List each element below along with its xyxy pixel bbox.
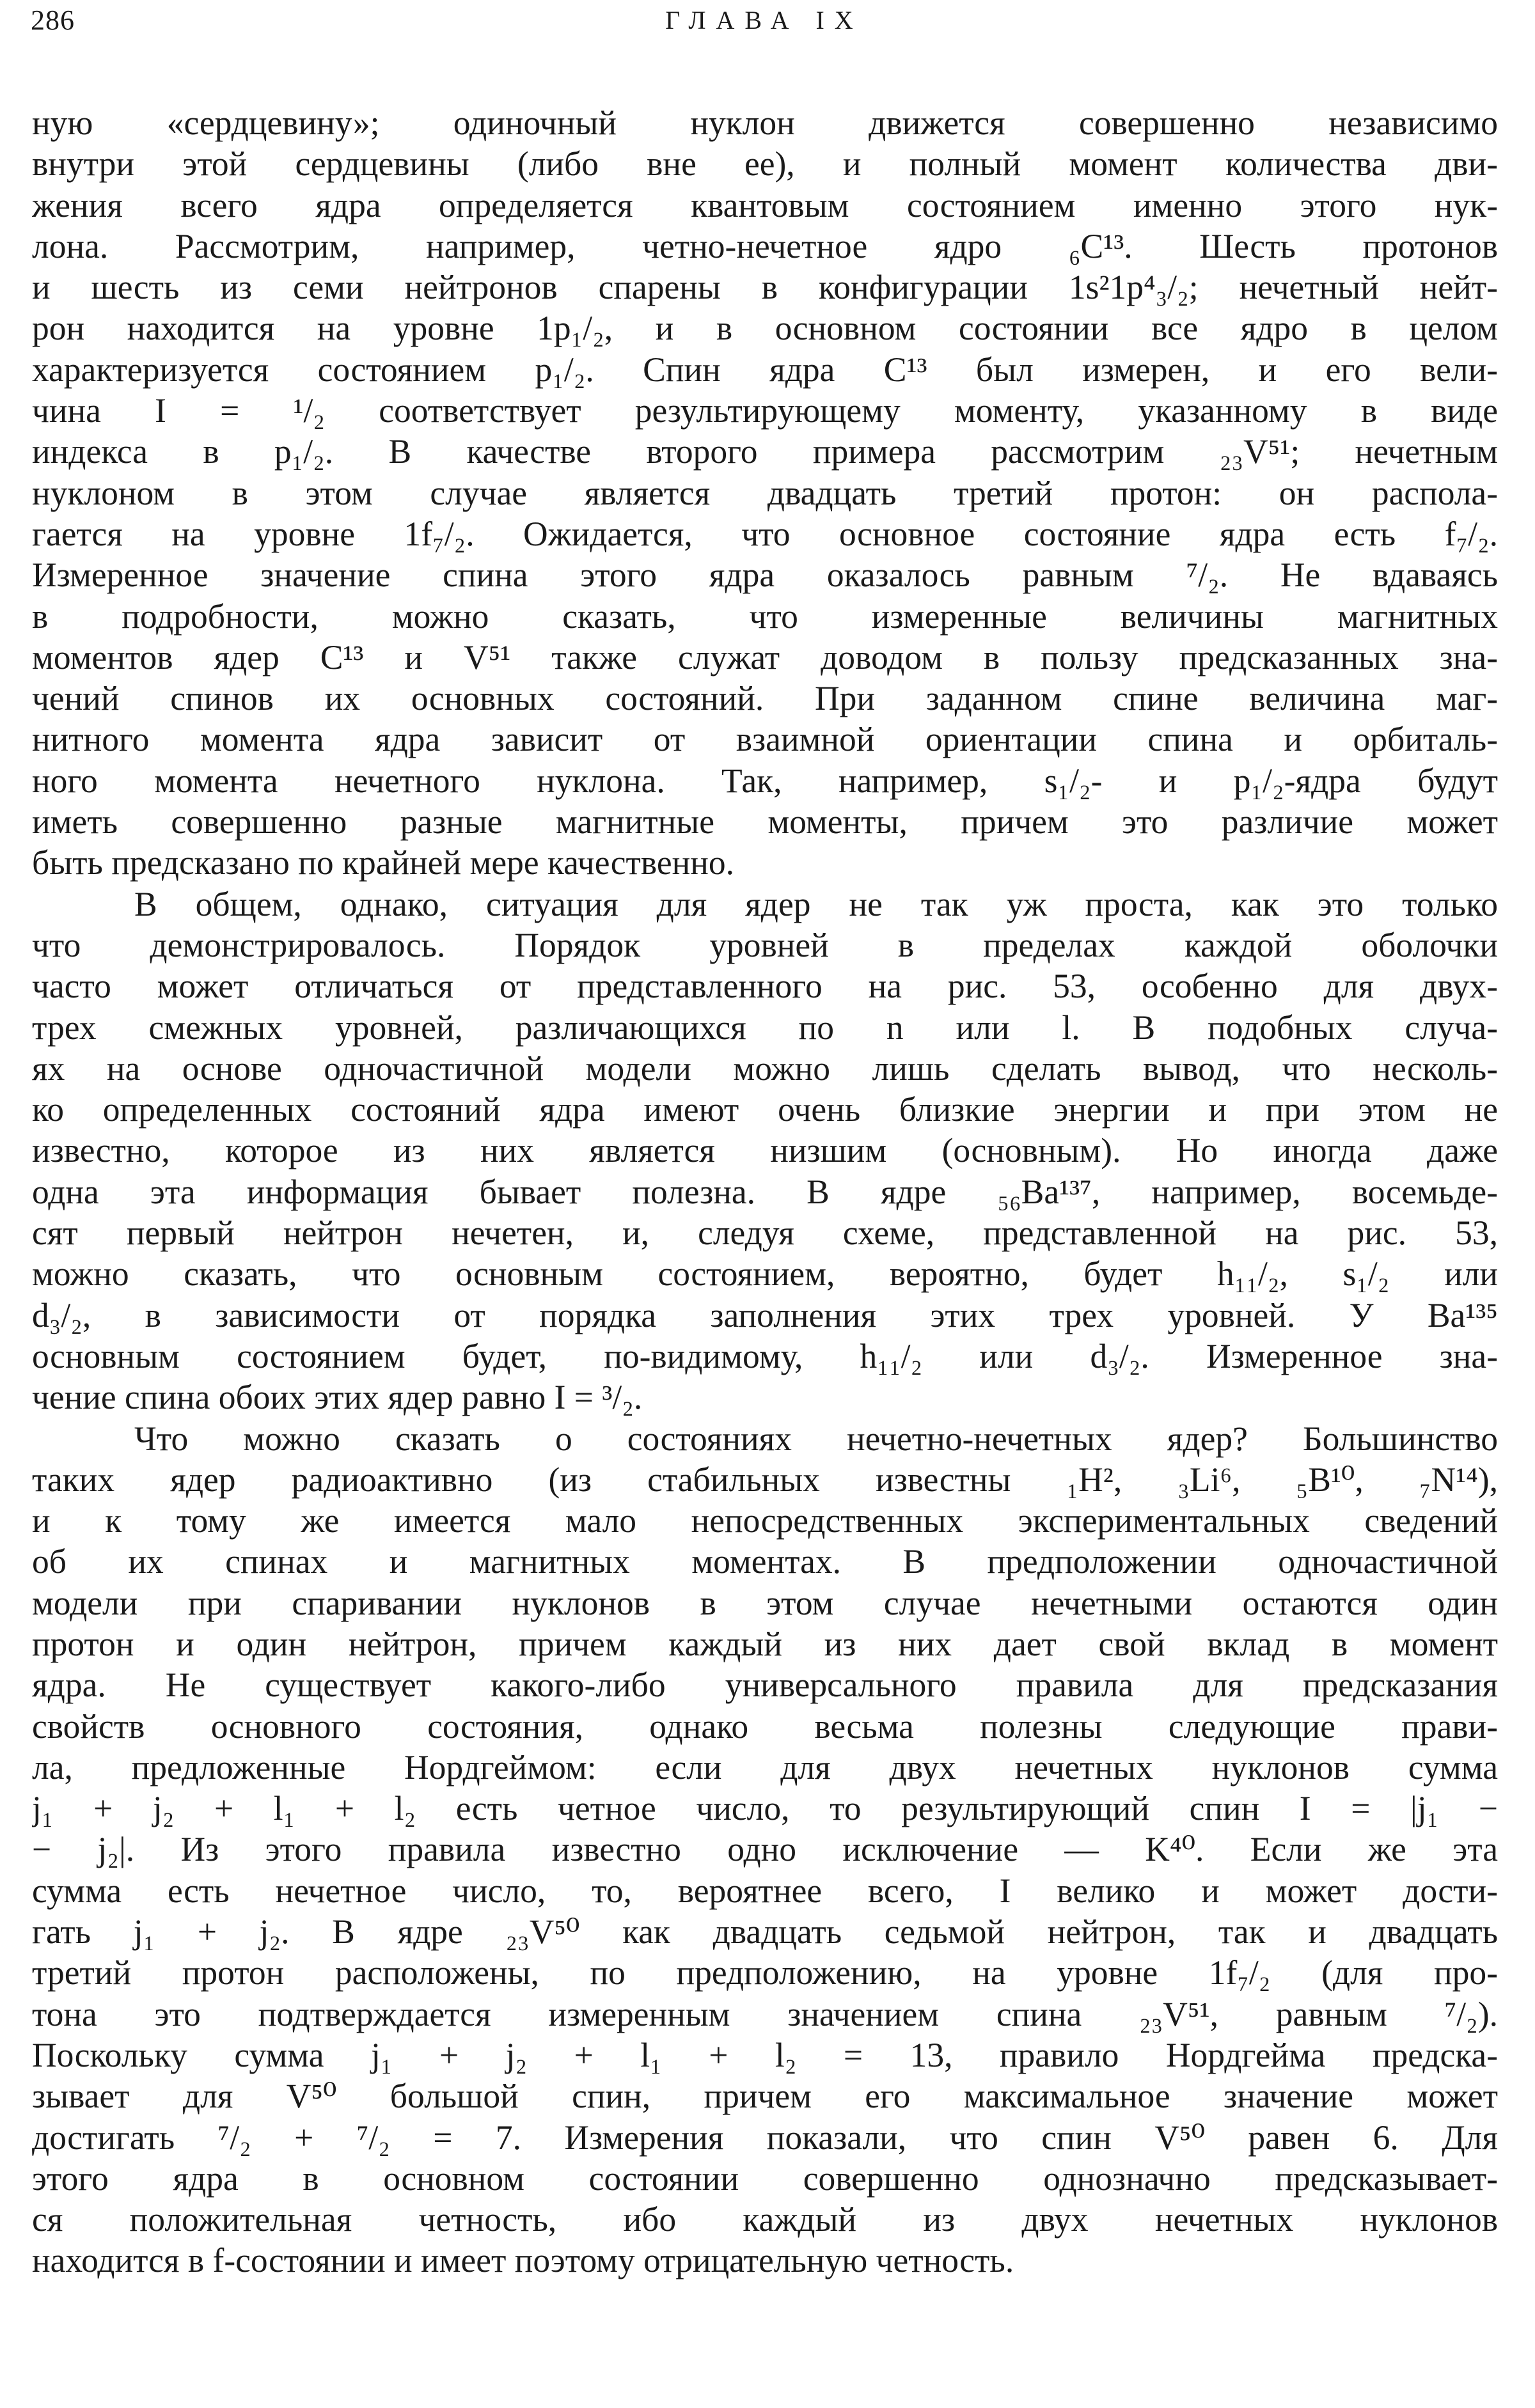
text-line: гается на уровне 1f₇/₂. Ожидается, что основное состояние ядра есть f₇/₂.: [32, 514, 1498, 553]
text-line: d₃/₂, в зависимости от порядка заполнения этих трех уровней. У Ba¹³⁵: [32, 1295, 1498, 1334]
text-line: в подробности, можно сказать, что измеренные величины магнитных: [32, 597, 1498, 636]
text-line: − j₂|. Из этого правила известно одно исключение — K⁴⁰. Если же эта: [32, 1830, 1498, 1869]
text-line: достигать ⁷/₂ + ⁷/₂ = 7. Измерения показали, что спин V⁵⁰ равен 6. Для: [32, 2118, 1498, 2157]
text-line: модели при спаривании нуклонов в этом случае нечетными остаются один: [32, 1583, 1498, 1622]
text-line: основным состоянием будет, по-видимому, h₁₁/₂ или d₃/₂. Измеренное зна-: [32, 1336, 1498, 1375]
text-line: чина I = ¹/₂ соответствует результирующему моменту, указанному в виде: [32, 391, 1498, 430]
text-line: нитного момента ядра зависит от взаимной ориентации спина и орбиталь-: [32, 720, 1498, 759]
text-line: Поскольку сумма j₁ + j₂ + l₁ + l₂ = 13, правило Нордгейма предска-: [32, 2035, 1498, 2074]
text-line: можно сказать, что основным состоянием, вероятно, будет h₁₁/₂, s₁/₂ или: [32, 1255, 1498, 1294]
text-line: что демонстрировалось. Порядок уровней в пределах каждой оболочки: [32, 925, 1498, 964]
text-line: и шесть из семи нейтронов спарены в конфигурации 1s²1p⁴₃/₂; нечетный нейт-: [32, 268, 1498, 307]
text-line: моментов ядер C¹³ и V⁵¹ также служат доводом в пользу предсказанных зна-: [32, 637, 1498, 676]
text-line: сумма есть нечетное число, то, вероятнее всего, I велико и может дости-: [32, 1871, 1498, 1910]
text-line: гать j₁ + j₂. В ядре ₂₃V⁵⁰ как двадцать седьмой нейтрон, так и двадцать: [32, 1912, 1498, 1951]
text-line: часто может отличаться от представленного на рис. 53, особенно для двух-: [32, 967, 1498, 1006]
text-line: жения всего ядра определяется квантовым состоянием именно этого нук-: [32, 185, 1498, 224]
text-line: находится в f-состоянии и имеет поэтому отрицательную четность.: [32, 2241, 1014, 2280]
text-line: таких ядер радиоактивно (из стабильных известны ₁H², ₃Li⁶, ₅B¹⁰, ₇N¹⁴),: [32, 1460, 1498, 1499]
page-number: 286: [31, 4, 75, 36]
text-line: этого ядра в основном состоянии совершенно однозначно предсказывает-: [32, 2159, 1498, 2198]
text-line: внутри этой сердцевины (либо вне ее), и полный момент количества дви-: [32, 145, 1498, 184]
text-line: тона это подтверждается измеренным значением спина ₂₃V⁵¹, равным ⁷/₂).: [32, 1994, 1498, 2033]
text-line: Что можно сказать о состояниях нечетно-нечетных ядер? Большинство: [134, 1419, 1498, 1458]
text-line: Измеренное значение спина этого ядра оказалось равным ⁷/₂. Не вдаваясь: [32, 556, 1498, 595]
text-line: ях на основе одночастичной модели можно лишь сделать вывод, что несколь-: [32, 1049, 1498, 1088]
running-title: ГЛАВА IX: [665, 6, 863, 35]
text-line: чение спина обоих этих ядер равно I = ³/₂.: [32, 1378, 643, 1417]
text-line: индекса в p₁/₂. В качестве второго примера рассмотрим ₂₃V⁵¹; нечетным: [32, 432, 1498, 471]
text-line: зывает для V⁵⁰ большой спин, причем его максимальное значение может: [32, 2077, 1498, 2116]
paragraph: [32, 102, 1498, 884]
text-line: иметь совершенно разные магнитные моменты, причем это различие может: [32, 802, 1498, 841]
text-line: известно, которое из них является низшим (основным). Но иногда даже: [32, 1131, 1498, 1170]
text-line: нуклоном в этом случае является двадцать третий протон: он распола-: [32, 473, 1498, 512]
paragraph: [32, 1418, 1498, 2281]
text-line: ла, предложенные Нордгеймом: если для двух нечетных нуклонов сумма: [32, 1747, 1498, 1786]
text-line: трех смежных уровней, различающихся по n или l. В подобных случа-: [32, 1008, 1498, 1047]
text-line: одна эта информация бывает полезна. В ядре ₅₆Ba¹³⁷, например, восемьде-: [32, 1172, 1498, 1211]
text-line: ся положительная четность, ибо каждый из двух нечетных нуклонов: [32, 2200, 1498, 2239]
page-header: [31, 3, 1498, 47]
text-line: ную «сердцевину»; одиночный нуклон движется совершенно независимо: [32, 104, 1498, 142]
text-line: протон и один нейтрон, причем каждый из них дает свой вклад в момент: [32, 1624, 1498, 1663]
text-line: сят первый нейтрон нечетен, и, следуя схеме, представленной на рис. 53,: [32, 1214, 1498, 1253]
text-line: быть предсказано по крайней мере качественно.: [32, 843, 734, 882]
text-line: ядра. Не существует какого-либо универсального правила для предсказания: [32, 1666, 1498, 1705]
text-line: рон находится на уровне 1p₁/₂, и в основном состоянии все ядро в целом: [32, 309, 1498, 348]
text-line: лона. Рассмотрим, например, четно-нечетное ядро ₆C¹³. Шесть протонов: [32, 226, 1498, 265]
text-line: характеризуется состоянием p₁/₂. Спин ядра C¹³ был измерен, и его вели-: [32, 350, 1498, 389]
text-line: третий протон расположены, по предположению, на уровне 1f₇/₂ (для про-: [32, 1953, 1498, 1992]
text-line: чений спинов их основных состояний. При заданном спине величина маг-: [32, 679, 1498, 718]
text-line: ко определенных состояний ядра имеют очень близкие энергии и при этом не: [32, 1090, 1498, 1129]
text-line: j₁ + j₂ + l₁ + l₂ есть четное число, то результирующий спин I = |j₁ −: [32, 1789, 1498, 1828]
text-line: ного момента нечетного нуклона. Так, например, s₁/₂- и p₁/₂-ядра будут: [32, 761, 1498, 800]
text-line: В общем, однако, ситуация для ядер не так уж проста, как это только: [134, 884, 1498, 923]
text-line: об их спинах и магнитных моментах. В предположении одночастичной: [32, 1542, 1498, 1581]
text-line: свойств основного состояния, однако весьма полезны следующие прави-: [32, 1707, 1498, 1746]
paragraph: [32, 884, 1498, 1418]
body-text: [32, 102, 1498, 2281]
text-line: и к тому же имеется мало непосредственных экспериментальных сведений: [32, 1501, 1498, 1540]
